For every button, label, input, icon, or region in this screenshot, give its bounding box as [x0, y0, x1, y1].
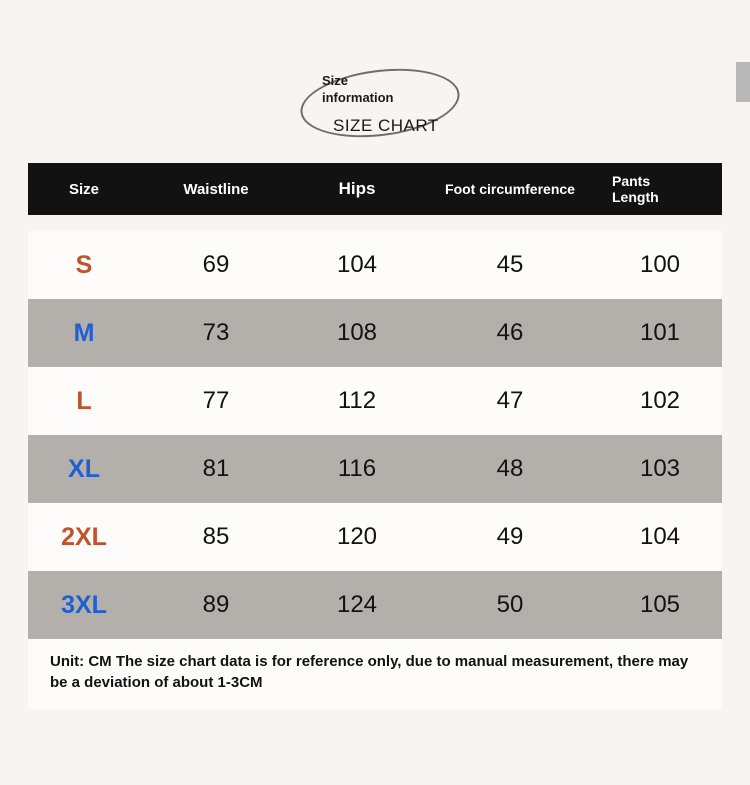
cell-foot-circumference: 48 — [496, 455, 524, 482]
column-header-foot-circumference: Foot circumference — [445, 181, 575, 197]
table-body — [28, 231, 722, 709]
table-row — [28, 571, 722, 639]
column-header-hips: Hips — [338, 179, 376, 198]
cell-waistline: 73 — [202, 319, 230, 346]
title-area — [0, 30, 750, 140]
cell-pants-length: 105 — [639, 591, 681, 618]
cell-foot-circumference: 45 — [496, 251, 524, 278]
cell-foot-circumference: 50 — [496, 591, 524, 618]
page-title: SIZE CHART — [333, 116, 439, 135]
cell-size: 2XL — [61, 522, 107, 551]
cell-pants-length: 104 — [639, 523, 681, 550]
cell-size: S — [75, 250, 93, 279]
cell-foot-circumference: 49 — [496, 523, 524, 550]
column-header-waistline: Waistline — [183, 180, 249, 198]
measurement-note: Unit: CM The size chart data is for reference only, due to manual measurement, there may be a deviation of about 1-3CM — [28, 639, 722, 709]
table-row — [28, 367, 722, 435]
column-header-size: Size — [68, 180, 99, 198]
size-information-label — [322, 72, 432, 106]
cell-hips: 120 — [336, 523, 378, 550]
size-information-line1: Size — [322, 73, 349, 88]
cell-waistline: 85 — [202, 523, 230, 550]
cell-waistline: 77 — [202, 387, 230, 414]
header-body-gap — [28, 215, 722, 231]
table-row — [28, 299, 722, 367]
column-header-pants-length: Pants Length — [612, 173, 659, 205]
cell-size: L — [76, 386, 92, 415]
table-header-row — [28, 163, 722, 215]
cell-pants-length: 101 — [639, 319, 681, 346]
cell-size: M — [73, 318, 95, 347]
cell-pants-length: 103 — [639, 455, 681, 482]
cell-hips: 108 — [336, 319, 378, 346]
cell-foot-circumference: 47 — [496, 387, 524, 414]
cell-waistline: 69 — [202, 251, 230, 278]
cell-pants-length: 102 — [639, 387, 681, 414]
cell-foot-circumference: 46 — [496, 319, 524, 346]
cell-hips: 116 — [337, 455, 377, 482]
cell-pants-length: 100 — [639, 251, 681, 278]
cell-size: XL — [68, 454, 100, 483]
table-row — [28, 503, 722, 571]
cell-waistline: 81 — [202, 455, 230, 482]
size-chart-table — [28, 163, 722, 709]
table-row — [28, 231, 722, 299]
cell-hips: 112 — [337, 387, 377, 414]
table-row — [28, 435, 722, 503]
cell-hips: 104 — [336, 251, 378, 278]
cell-size: 3XL — [61, 590, 107, 619]
cell-waistline: 89 — [202, 591, 230, 618]
size-information-line2: information — [322, 90, 394, 105]
cell-hips: 124 — [336, 591, 378, 618]
